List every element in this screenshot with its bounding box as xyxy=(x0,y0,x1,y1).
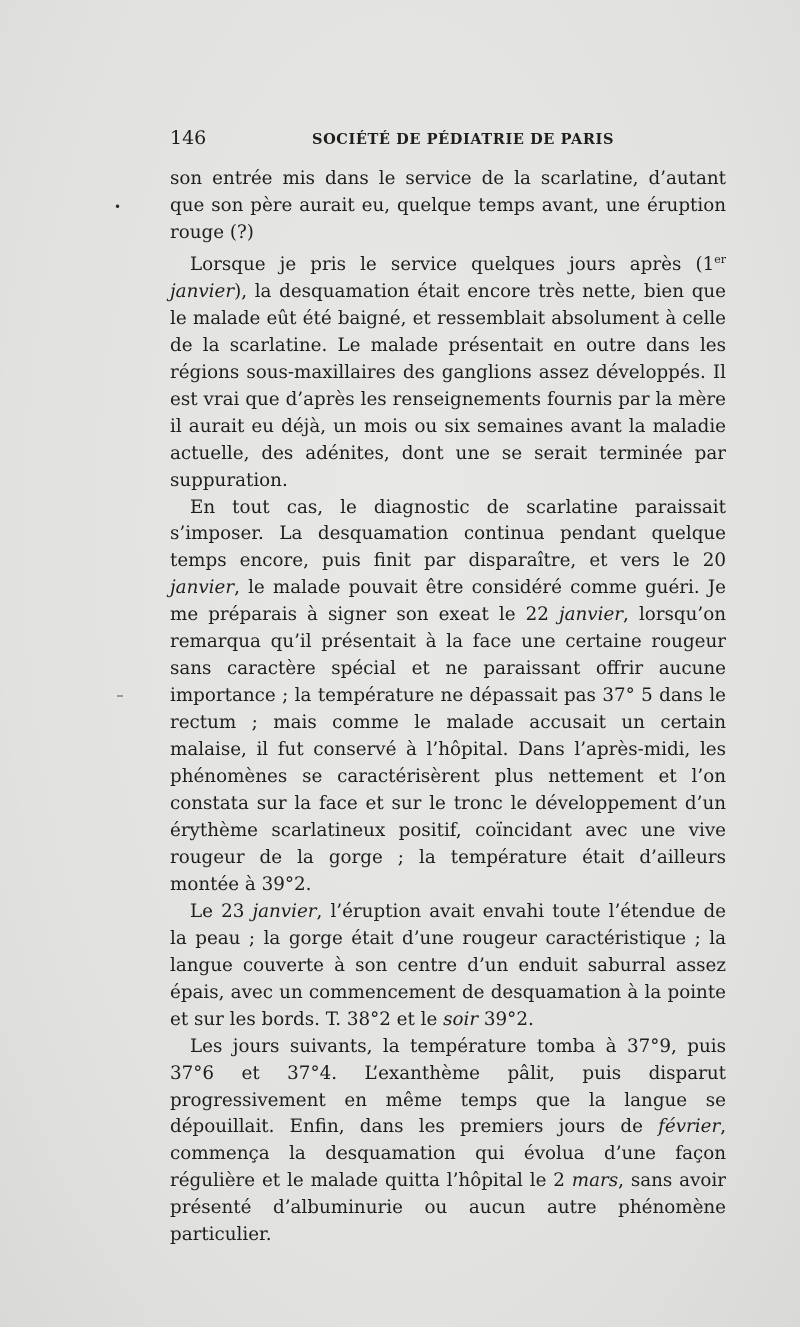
paragraph-1-text: son entrée mis dans le service de la scarlatine, d’autant que son père aurait eu, quelque temps avant, une éruption rouge (?) xyxy=(170,168,726,243)
paragraph-4-text-c: 39°2. xyxy=(478,1008,534,1030)
paragraph-4-text-b: , l’éruption avait envahi toute l’étendue de la peau ; la gorge était d’une rougeur caractéristique ; la langue couverte à son centre d’un enduit saburral assez épais, avec un commencement de desquamation à la pointe et sur les bords. T. 38°2 et le xyxy=(170,900,726,1030)
paragraph-5-text-a: Les jours suivants, la température tomba à 37°9, puis 37°6 et 37°4. L’exanthème pâlit, puis disparut progressivement en même temps que la langue se dépouillait. Enfin, dans les premiers jours de xyxy=(170,1035,726,1138)
italic-month: janvier xyxy=(170,280,235,302)
paragraph-3 xyxy=(170,495,726,899)
paragraph-5-text-c: , sans avoir présenté d’albuminurie ou aucun autre phénomène particulier. xyxy=(170,1170,726,1246)
page-number: 146 xyxy=(170,127,207,149)
paragraph-4 xyxy=(170,899,726,1034)
margin-bullet-mark: • xyxy=(114,200,122,214)
italic-month: janvier xyxy=(558,604,624,626)
paragraph-4-text-a: Le 23 xyxy=(190,900,253,922)
margin-tick xyxy=(117,695,123,697)
page-header xyxy=(170,127,726,157)
italic-month: janvier xyxy=(252,900,317,922)
paragraph-3-text-a: En tout cas, le diagnostic de scarlatine paraissait s’imposer. La desquamation continua pendant quelque temps encore, puis finit par disparaître, et vers le 20 xyxy=(170,496,726,572)
paragraph-5-text-b: , commença la desquamation qui évolua d’une façon régulière et le malade quitta l’hôpital le 2 xyxy=(170,1116,726,1192)
italic-word: soir xyxy=(443,1008,479,1030)
paragraph-2-text-a: Lorsque je pris le service quelques jours après (1 xyxy=(190,253,715,275)
italic-month: janvier xyxy=(170,577,235,599)
paragraph-2-text-b: ), la desquamation était encore très nette, bien que le malade eût été baigné, et ressemblait absolument à celle de la scarlatine. Le malade présentait en outre dans les régions sous-maxillaires des ganglions assez développés. Il est vrai que d’après les renseignements fournis par la mère il aurait eu déjà, un mois ou six semaines avant la maladie actuelle, des adénites, dont une se serait terminée par suppuration. xyxy=(170,280,726,491)
paragraph-3-text-c: , lorsqu’on remarqua qu’il présentait à la face une certaine rougeur sans caractère spécial et ne paraissant offrir aucune importance ; la température ne dépassait pas 37° 5 dans le rectum ; mais comme le malade accusait un certain malaise, il fut conservé à l’hôpital. Dans l’après-midi, les phénomènes se caractérisèrent plus nettement et l’on constata sur la face et sur le tronc le développement d’un érythème scarlatineux positif, coïncidant avec une vive rougeur de la gorge ; la température était d’ailleurs montée à 39°2. xyxy=(170,604,726,895)
paragraph-1 xyxy=(170,166,726,247)
paragraph-5 xyxy=(170,1034,726,1250)
superscript-er: er xyxy=(714,252,726,266)
paragraph-3-text-b: , le malade pouvait être considéré comme guéri. Je me préparais à signer son exeat le 22 xyxy=(170,577,726,626)
italic-month: février xyxy=(658,1116,721,1138)
italic-month: mars xyxy=(571,1170,619,1192)
paragraph-2 xyxy=(170,247,726,495)
body-text xyxy=(170,166,726,1249)
running-head: SOCIÉTÉ DE PÉDIATRIE DE PARIS xyxy=(312,131,615,148)
